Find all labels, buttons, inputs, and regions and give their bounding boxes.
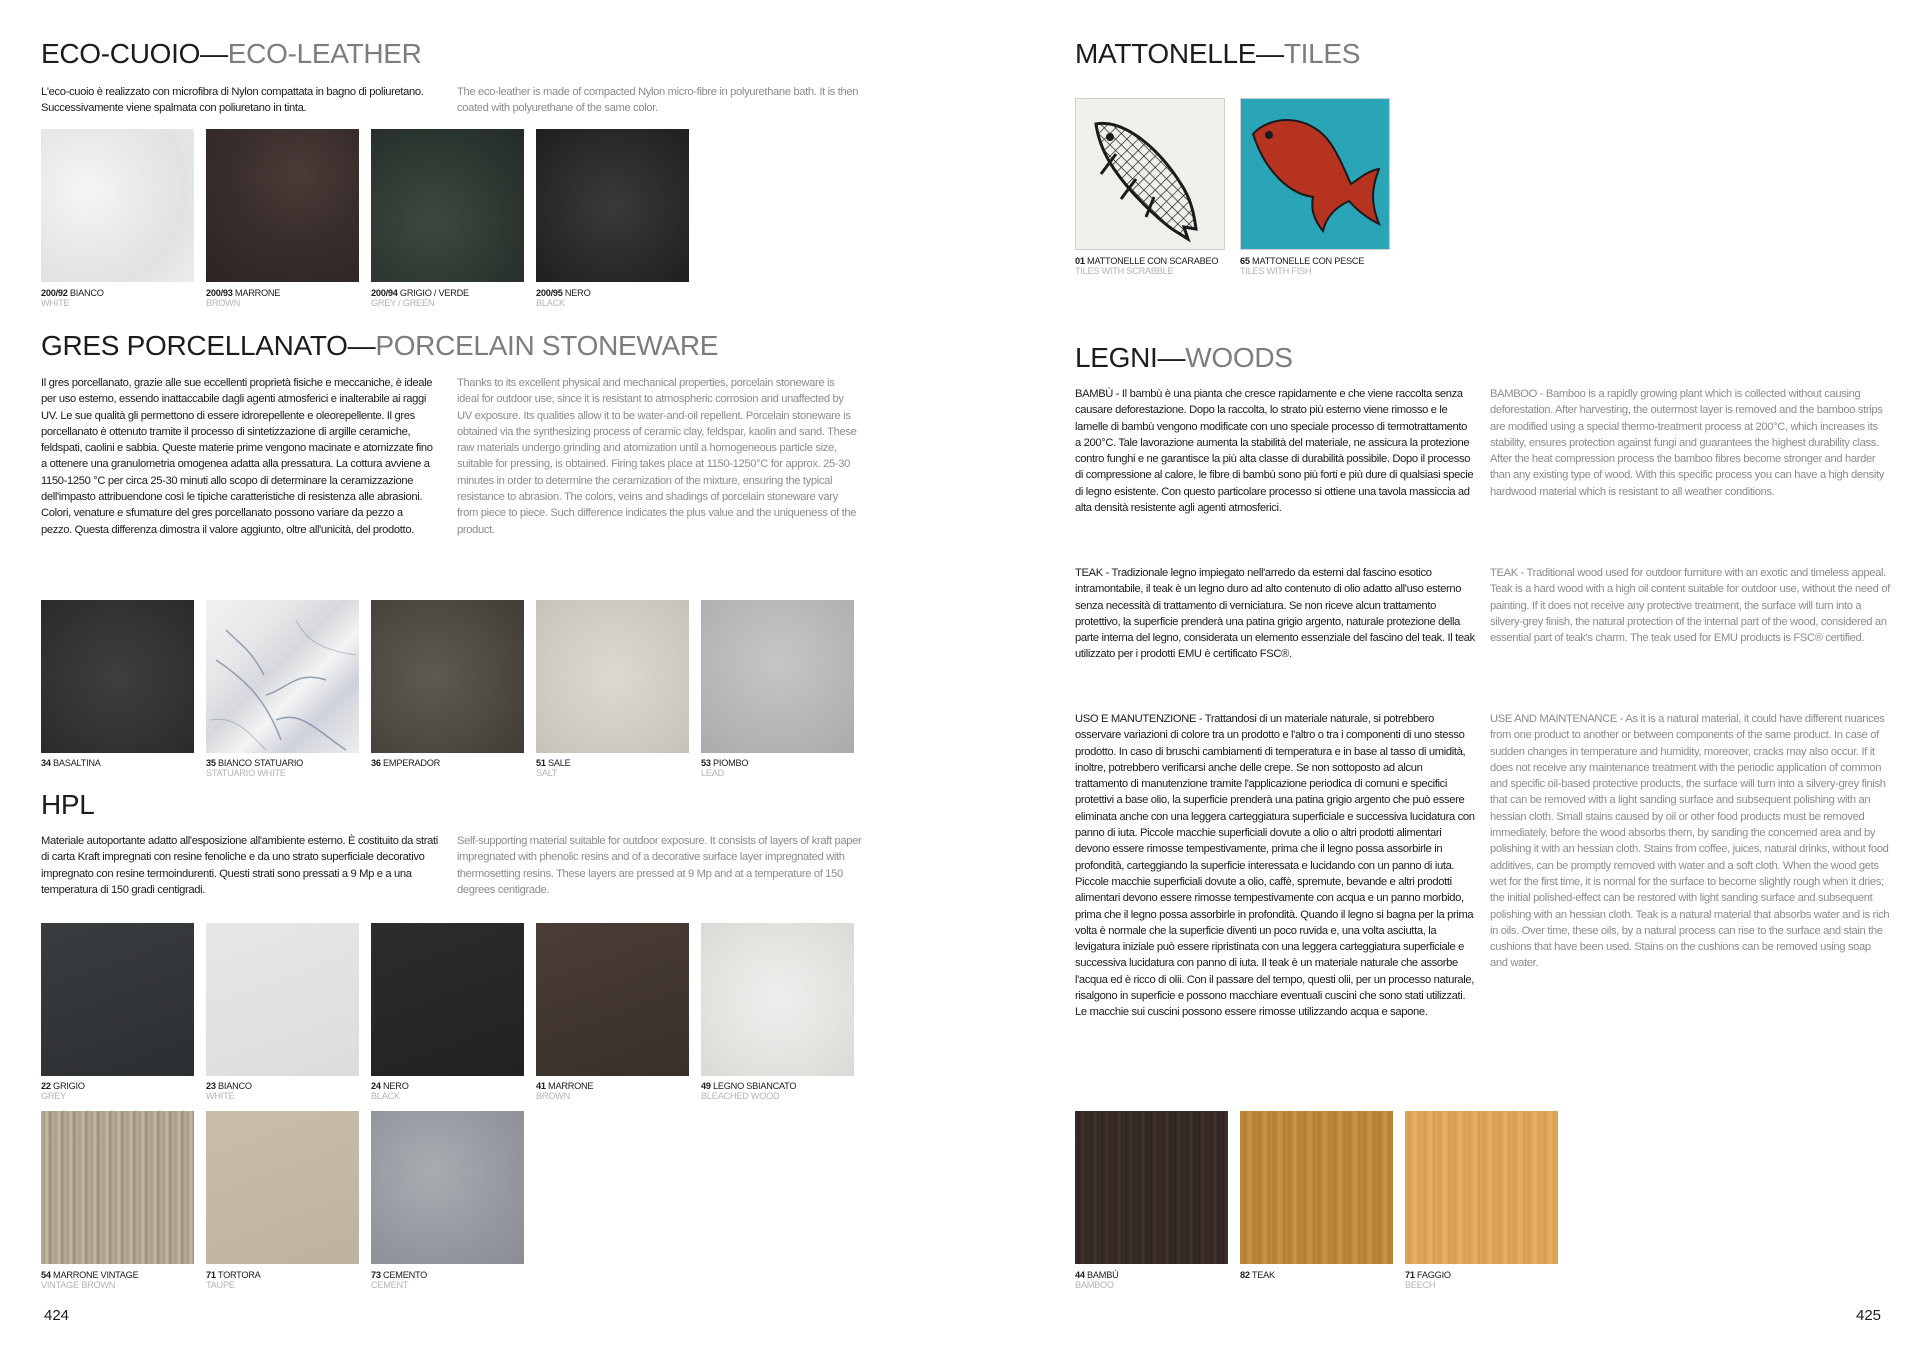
- swatch-hpl-bianco: [206, 923, 359, 1076]
- hpl-text-it: Materiale autoportante adatto all'esposizione all'ambiente esterno. È costituito da strati di carta Kraft impregnati con resine fenoliche e da uno strato superficiale decorativo impregnato con resine termoindurenti. Questi strati sono pressati a 9 Mp e a una temperatura di 150 gradi centigradi.: [41, 835, 438, 896]
- caption-teak: 82 TEAK: [1240, 1270, 1275, 1280]
- right-page: [960, 0, 1920, 1358]
- swatch-eco-marrone: [206, 129, 359, 282]
- tiles-title: MATTONELLE—TILES: [1075, 38, 1361, 69]
- swatch-emperador: [371, 600, 524, 753]
- caption-hpl-nero: 24 NERO BLACK: [371, 1081, 409, 1101]
- maintenance-text-it: USO E MANUTENZIONE - Trattandosi di un materiale naturale, si potrebbero osservare variazioni di colore tra un prodotto e l'altro o tra i componenti di uno stesso prodotto. In caso di bruschi cambiamenti di temperatura e in base al tasso di umidità, inoltre, potrebbero verificarsi anche delle crepe. Se non sottoposto ad alcun trattamento di manutenzione tramite l'applicazione periodica di comuni e specifici protettivi a base olio, la superficie prenderà una patina grigio argento che può essere eliminata anche con una leggera carteggiatura superficiale e successiva lucidatura con panno di iuta. Piccole macchie superficiali dovute a olio o altri prodotti alimentari devono essere rimosse tempestivamente, prima che il legno possa assorbirle in profondità, carteggiando la superficie interessata e lucidando con un panno di iuta. Piccole macchie superficiali dovute a olio, caffè, spremute, bevande e altri prodotti alimentari devono essere rimosse tempestivamente con acqua e un panno morbido, prima che il legno possa assorbirle in profondità. Quando il legno si bagna per la prima volta è normale che la superficie diventi un poco ruvida e, una volta asciutta, la levigatura iniziale può essere ripristinata con una leggera carteggiatura superficiale e successiva lucidatura con panno di iuta. Il teak è un materiale naturale che assorbe l'acqua ed è ricco di olii. Con il passare del tempo, questi olii, per un processo naturale, risalgono in superficie e possono macchiare eventuali cuscini che sono stati utilizzati. Le macchie sui cuscini possono essere rimosse utilizzando acqua e sapone.: [1075, 713, 1475, 1019]
- caption-eco-bianco: 200/92 BIANCO WHITE: [41, 288, 104, 308]
- swatch-hpl-marrone: [536, 923, 689, 1076]
- teak-text-en: TEAK - Traditional wood used for outdoor furniture with an exotic and timeless appeal. Teak is a hard wood with a high oil content suitable for outdoor use, without the need of painting. If it does not receive any protective treatment, the surface will turn into a silvery-grey finish, the natural protection of the internal part of the wood, considered an essential part of teak's charm. The teak used for EMU products is FSC® certified.: [1490, 567, 1890, 645]
- eco-leather-title: ECO-CUOIO—ECO-LEATHER: [41, 38, 422, 69]
- swatch-hpl-tortora: [206, 1111, 359, 1264]
- maintenance-text-en: USE AND MAINTENANCE - As it is a natural material, it could have different nuances from one product to another or between components of the same product. In case of sudden changes in temperature and humidity, moreover, cracks may also occur. If it does not receive any maintenance treatment with the periodic application of common and specific oil-based protective products, the surface will turn into a silvery-grey finish that can be removed with a light sanding surface and subsequent polishing with an hessian cloth. Small stains caused by oil or other food products must be removed immediately, before the wood absorbs them, by sanding the concerned area and by polishing it with an hessian cloth. Stains from coffee, juices, natural drinks, without food additives, can be promptly removed with water and a soft cloth. When the wood gets wet for the first time, it is normal for the surface to become slightly rough when it dries; the initial polished-effect can be restored with light sanding surface and subsequent polishing with an hessian cloth. Teak is a natural material that absorbs water and is rich in oils. Over time, these oils, by a natural process can rise to the surface and stain the cushions that have been used. Stains on the cushions can be removed using soap and water.: [1490, 713, 1890, 970]
- caption-tile-scarab: 01 MATTONELLE CON SCARABEO TILES WITH SCRABBLE: [1075, 256, 1219, 276]
- caption-hpl-marrone-vintage: 54 MARRONE VINTAGE VINTAGE BROWN: [41, 1270, 139, 1290]
- caption-hpl-bianco: 23 BIANCO WHITE: [206, 1081, 252, 1101]
- swatch-piombo: [701, 600, 854, 753]
- swatch-hpl-cemento: [371, 1111, 524, 1264]
- woods-title: LEGNI—WOODS: [1075, 342, 1293, 373]
- swatch-bambu: [1075, 1111, 1228, 1264]
- caption-basaltina: 34 BASALTINA: [41, 758, 101, 768]
- swatch-sale: [536, 600, 689, 753]
- caption-sale: 51 SALE SALT: [536, 758, 571, 778]
- marble-veins: [206, 600, 359, 753]
- eco-leather-text-it: L'eco-cuoio è realizzato con microfibra di Nylon compattata in bagno di poliuretano. Successivamente viene spalmata con poliuretano in tinta.: [41, 86, 424, 115]
- stoneware-title: GRES PORCELLANATO—PORCELAIN STONEWARE: [41, 330, 719, 361]
- swatch-hpl-grigio: [41, 923, 194, 1076]
- caption-bambu: 44 BAMBÙ BAMBOO: [1075, 1270, 1119, 1290]
- swatch-teak: [1240, 1111, 1393, 1264]
- swatch-hpl-marrone-vintage: [41, 1111, 194, 1264]
- stoneware-text-en: Thanks to its excellent physical and mechanical properties, porcelain stoneware is ideal for outdoor use, since it is resistant to atmospheric corrosion and unaffected by UV exposure. Its qualities allow it to be water-and-oil repellent. Porcelain stoneware is obtained via the synthesizing process of ceramic clay, feldspar, kaolin and sand. These raw materials undergo grinding and atomization until a homogeneous particle size, suitable for pressing, is obtained. Firing takes place at 1150-1250°C for approx. 25-30 minutes in order to determine the ceramization of the mixture, ensuring the typical resistance to abrasion. The colors, veins and shadings of porcelain stoneware vary from piece to piece. Such difference indicates the plus value and the uniqueness of the product.: [457, 377, 857, 536]
- tile-fish: [1240, 98, 1390, 250]
- caption-bianco-statuario: 35 BIANCO STATUARIO STATUARIO WHITE: [206, 758, 304, 778]
- swatch-bianco-statuario: [206, 600, 359, 753]
- caption-piombo: 53 PIOMBO LEAD: [701, 758, 749, 778]
- bamboo-text-it: BAMBÙ - Il bambù è una pianta che cresce rapidamente e che viene raccolta senza causare deforestazione. Dopo la raccolta, lo strato più esterno viene rimosso e le lamelle di bambù vengono modificate con uno speciale processo di termotrattamento a 200°C. Tale lavorazione aumenta la stabilità del materiale, ne assicura la protezione contro funghi e ne garantisce la più alta classe di durabilità possibile. Dopo il processo di compressione al calore, le fibre di bambù sono più forti e più dure di qualsiasi specie di legno esistente. Con questo particolare processo si ottiene una tavola massiccia ad alta densità resistente agli agenti atmosferici.: [1075, 388, 1474, 515]
- caption-faggio: 71 FAGGIO BEECH: [1405, 1270, 1451, 1290]
- caption-hpl-tortora: 71 TORTORA TAUPE: [206, 1270, 261, 1290]
- caption-hpl-grigio: 22 GRIGIO GREY: [41, 1081, 85, 1101]
- page-number-left: 424: [44, 1307, 70, 1324]
- caption-eco-nero: 200/95 NERO BLACK: [536, 288, 591, 308]
- red-fish-drawing: [1241, 99, 1389, 249]
- eco-leather-text-en: The eco-leather is made of compacted Nylon micro-fibre in polyurethane bath. It is then coated with polyurethane of the same color.: [457, 86, 859, 115]
- caption-hpl-marrone: 41 MARRONE BROWN: [536, 1081, 594, 1101]
- swatch-eco-nero: [536, 129, 689, 282]
- hpl-text-en: Self-supporting material suitable for outdoor exposure. It consists of layers of kraft paper impregnated with phenolic resins and of a decorative surface layer impregnated with thermosetting resins. These layers are pressed at 9 Mp and at a temperature of 150 degrees centigrade.: [457, 835, 862, 896]
- teak-text-it: TEAK - Tradizionale legno impiegato nell'arredo da esterni dal fascino esotico intramontabile, il teak è un legno duro ad alto contenuto di olio adatto all'uso esterno senza necessità di trattamento di verniciatura. Se non riceve alcun trattamento protettivo, la superficie prenderà una patina grigio argento, naturale protezione della parte interna del legno, considerata un elemento essenziale del fascino del teak. Il teak utilizzato per i prodotti EMU è certificato FSC®.: [1075, 567, 1475, 661]
- caption-hpl-cemento: 73 CEMENTO CEMENT: [371, 1270, 428, 1290]
- caption-eco-marrone: 200/93 MARRONE BROWN: [206, 288, 281, 308]
- swatch-hpl-nero: [371, 923, 524, 1076]
- tile-scarab: [1075, 98, 1225, 250]
- page-number-right: 425: [1856, 1307, 1882, 1324]
- bamboo-text-en: BAMBOO - Bamboo is a rapidly growing plant which is collected without causing deforestation. After harvesting, the outermost layer is removed and the bamboo strips are modified using a special thermo-treatment process at 200°C, which increases its stability, ensures protection against fungi and guarantees the highest durability class. After the heat compression process the bamboo fibres become stronger and harder than any existing type of wood. With this specific process you can have a high density hardwood material which is resistant to all weather conditions.: [1490, 388, 1885, 498]
- stoneware-text-it: Il gres porcellanato, grazie alle sue eccellenti proprietà fisiche e meccaniche, è ideale per uso esterno, essendo inattaccabile dagli agenti atmosferici e inalterabile ai raggi UV. Le sue qualità gli permettono di essere idrorepellente e oleorepellente. Il gres porcellanato è ottenuto tramite il processo di sintetizzazione di argille ceramiche, feldspati, caolini e sabbia. Queste materie prime vengono macinate e atomizzate fino a ottenere una granulometria omogenea adatta alla pressatura. La cottura avviene a 1150-1250 °C per circa 25-30 minuti allo scopo di determinare la ceramizzazione dell'impasto attribuendone così le tipiche caratteristiche di resistenza alle abrasioni. Colori, venature e sfumature del gres porcellanato possono variare da pezzo a pezzo. Questa differenza dimostra il valore aggiunto, oltre all'unicità, del prodotto.: [41, 377, 433, 536]
- hpl-title: HPL: [41, 789, 95, 820]
- scarab-fish-drawing: [1076, 99, 1224, 249]
- swatch-eco-bianco: [41, 129, 194, 282]
- swatch-eco-grigio-verde: [371, 129, 524, 282]
- swatch-faggio: [1405, 1111, 1558, 1264]
- caption-emperador: 36 EMPERADOR: [371, 758, 441, 768]
- swatch-basaltina: [41, 600, 194, 753]
- swatch-hpl-legno-sbiancato: [701, 923, 854, 1076]
- caption-eco-grigio-verde: 200/94 GRIGIO / VERDE GREY / GREEN: [371, 288, 469, 308]
- caption-tile-fish: 65 MATTONELLE CON PESCE TILES WITH FISH: [1240, 256, 1365, 276]
- caption-hpl-legno-sbiancato: 49 LEGNO SBIANCATO BLEACHED WOOD: [701, 1081, 797, 1101]
